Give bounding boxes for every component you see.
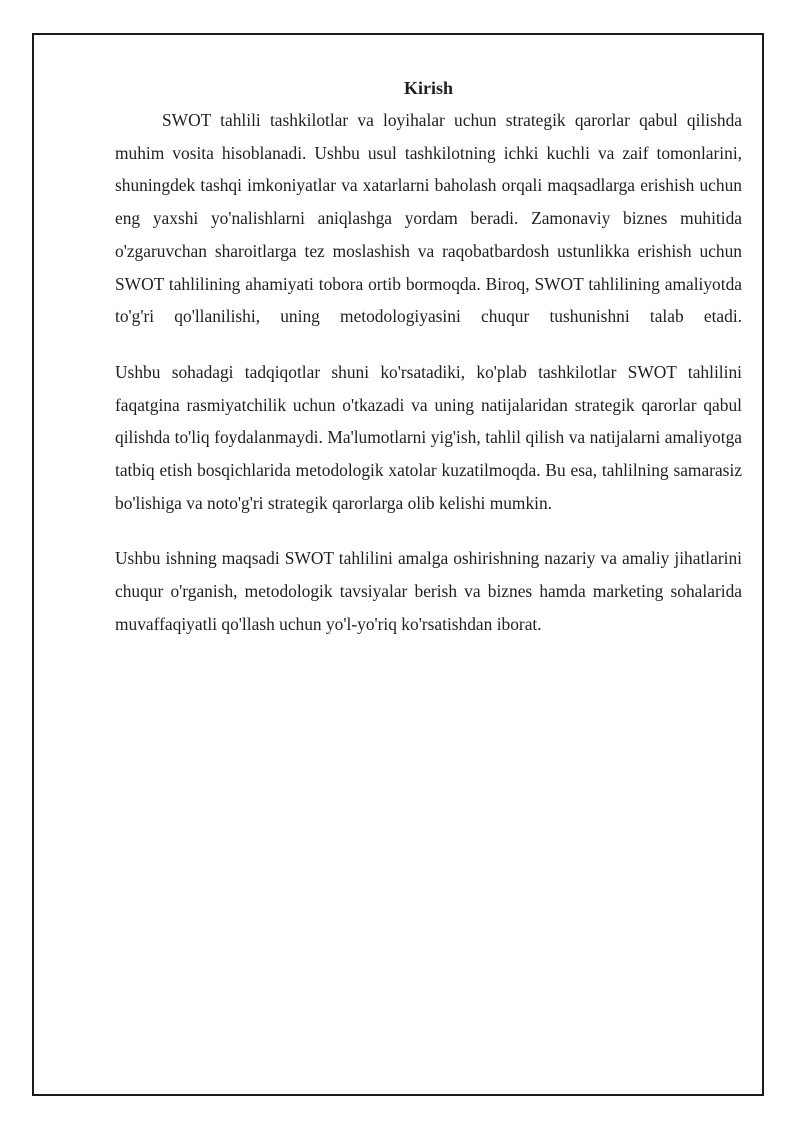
paragraph-intro: SWOT tahlili tashkilotlar va loyihalar uchun strategik qarorlar qabul qilishda muhim vosita hisoblanadi. Ushbu usul tashkilotning ichki kuchli va zaif tomonlarini, shuningdek tashqi imkoniyatlar va xatarlarni baholash orqali maqsadlarga erishish uchun eng yaxshi yo'nalishlarni aniqlashga yordam beradi. Zamonaviy biznes muhitida o'zgaruvchan sharoitlarga tez moslashish va raqobatbardosh ustunlikka erishish uchun SWOT tahlilining ahamiyati tobora ortib bormoqda. Biroq, SWOT tahlilining amaliyotda to'g'ri qo'llanilishi, uning metodologiyasini chuqur tushunishni talab etadi. (115, 110, 742, 327)
paragraph-research: Ushbu sohadagi tadqiqotlar shuni ko'rsatadiki, ko'plab tashkilotlar SWOT tahlilini faqatgina rasmiyatchilik uchun o'tkazadi va uning natijalaridan strategik qarorlar qabul qilishda to'liq foydalanmaydi. Ma'lumotlarni yig'ish, tahlil qilish va natijalarni amaliyotga tatbiq etish bosqichlarida metodologik xatolar kuzatilmoqda. Bu esa, tahlilning samarasiz bo'lishiga va noto'g'ri strategik qarorlarga olib kelishi mumkin. (115, 361, 742, 513)
paragraph-gap (115, 519, 742, 542)
page-title: Kirish (403, 78, 453, 98)
paragraph-gap (115, 333, 742, 356)
paragraph-goal: Ushbu ishning maqsadi SWOT tahlilini amalga oshirishning nazariy va amaliy jihatlarini chuqur o'rganish, metodologik tavsiyalar berish va biznes hamda marketing sohalarida muvaffaqiyatli qo'llash uchun yo'l-yo'riq ko'rsatishdan iborat. (115, 548, 742, 634)
document-body (115, 76, 742, 641)
